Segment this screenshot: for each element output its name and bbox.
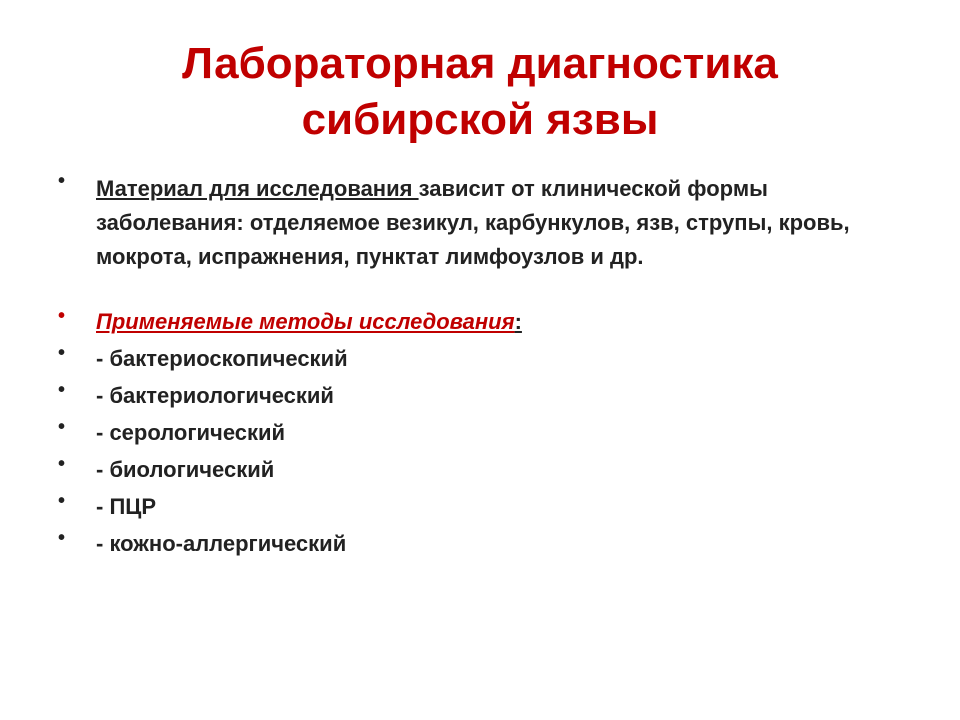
material-label: Материал для исследования [96,176,419,201]
list-item [58,381,858,411]
methods-heading-item [58,307,858,337]
bullet-icon: • [58,453,66,475]
method-item-text: - кожно-аллергический [96,531,347,556]
method-item-text: - серологический [96,420,286,445]
bullet-icon: • [58,490,66,512]
bullet-icon: • [58,416,66,438]
slide-title [60,36,900,148]
bullet-icon: • [58,527,66,549]
method-item-text: - бактериоскопический [96,346,348,371]
bullet-icon: • [58,170,66,192]
method-item-text: - ПЦР [96,494,156,519]
list-item [58,492,858,522]
bullet-icon: • [58,305,66,327]
list-item [58,418,858,448]
methods-heading: Применяемые методы исследования [96,309,515,334]
slide-title-line-2: сибирской язвы [301,95,659,144]
slide-title-line-1: Лабораторная диагностика [182,39,778,88]
bullet-icon: • [58,379,66,401]
list-item [58,529,858,559]
bullet-list [58,172,858,559]
method-item-text: - биологический [96,457,275,482]
list-item [58,344,858,374]
list-item [58,455,858,485]
methods-heading-colon: : [514,309,522,334]
material-text: зависит от клинической формы заболевания: отделяемое везикул, карбункулов, язв, струпы, кровь, мокрота, испражнения, пунктат лимфоузлов и др. [96,176,850,269]
bullet-icon: • [58,342,66,364]
method-item-text: - бактериологический [96,383,334,408]
material-paragraph [58,172,858,274]
